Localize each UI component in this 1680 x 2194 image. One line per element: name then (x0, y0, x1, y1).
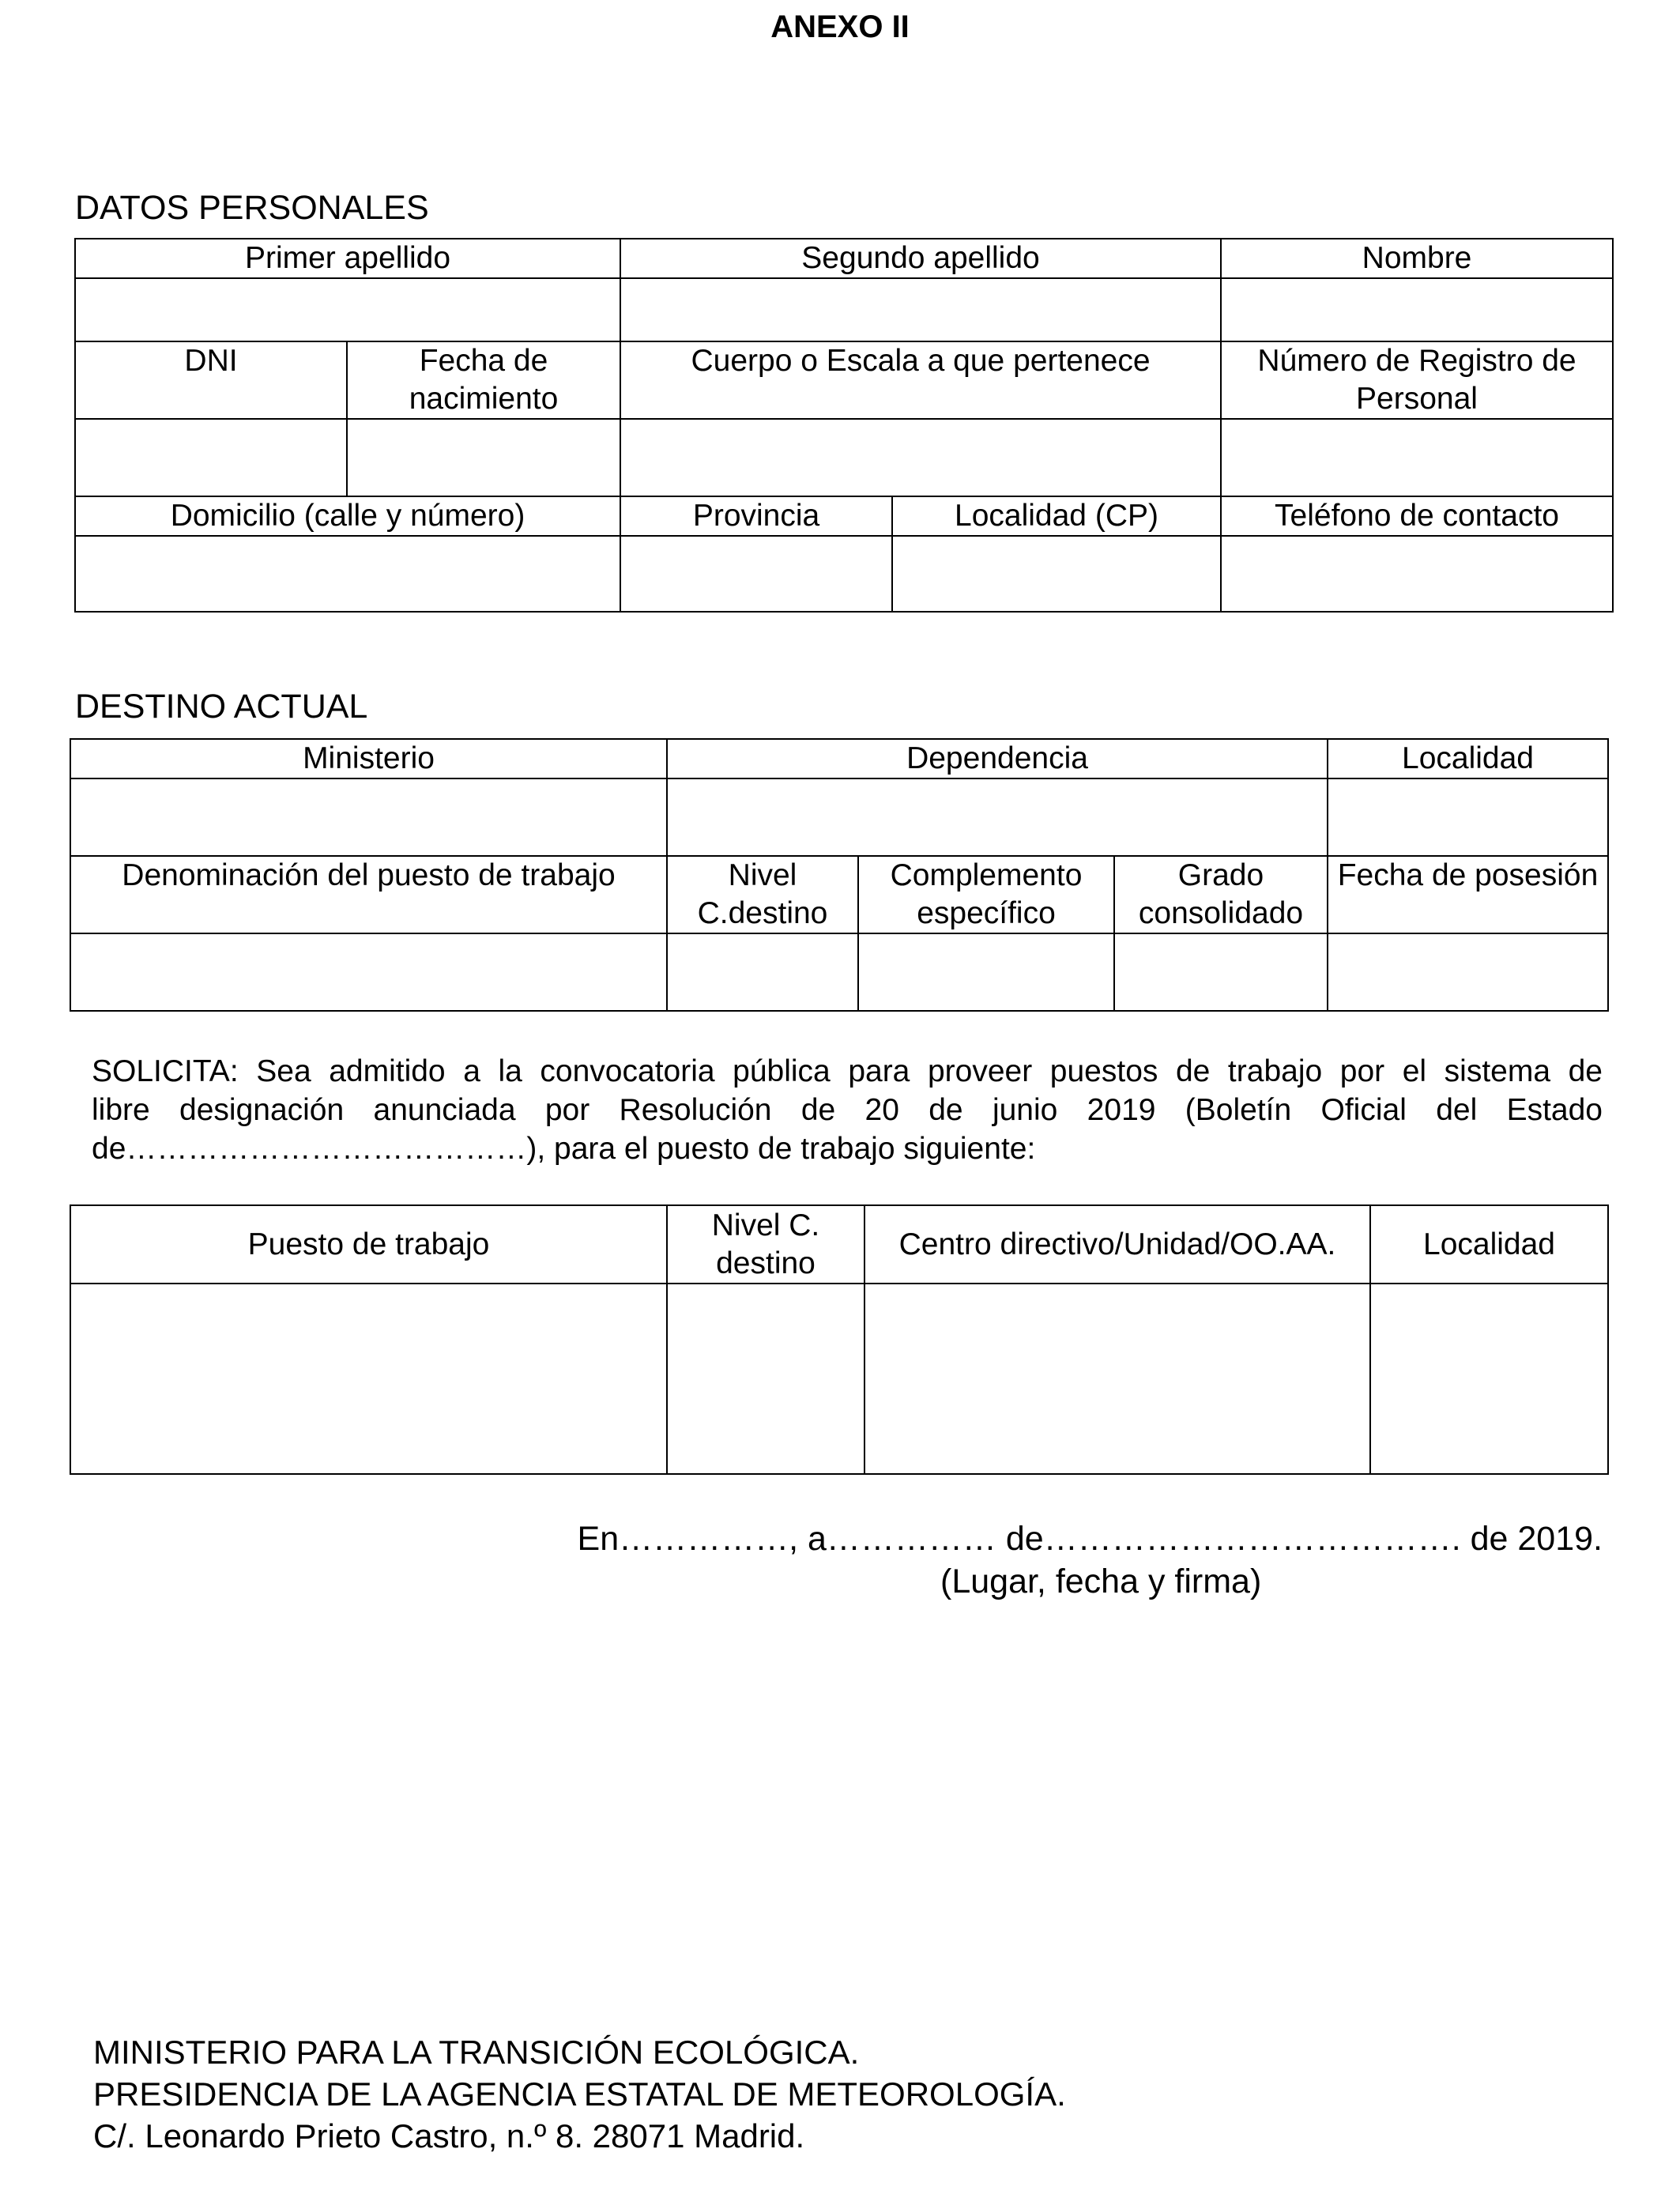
input-cuerpo-escala[interactable] (620, 419, 1221, 496)
input-ministerio[interactable] (70, 778, 667, 856)
solicita-line-2: libre designación anunciada por Resolución de 20 de junio 2019 (Boletín Oficial del Estado (92, 1093, 1603, 1127)
header-domicilio: Domicilio (calle y número) (75, 496, 620, 536)
header-segundo-apellido: Segundo apellido (620, 239, 1221, 278)
header-numero-registro: Número de Registro de Personal (1221, 341, 1613, 419)
header-localidad-cp: Localidad (CP) (892, 496, 1221, 536)
footer-line-2: PRESIDENCIA DE LA AGENCIA ESTATAL DE METEOROLOGÍA. (93, 2075, 1066, 2113)
solicita-line-1: SOLICITA: Sea admitido a la convocatoria pública para proveer puestos de trabajo por el sistema de (92, 1054, 1603, 1088)
header-localidad: Localidad (1328, 739, 1608, 778)
solicita-line-3: de…………………………………), para el puesto de trabajo siguiente: (92, 1132, 1036, 1166)
input-dependencia[interactable] (667, 778, 1328, 856)
header-puesto-trabajo: Puesto de trabajo (70, 1205, 667, 1284)
header-nombre: Nombre (1221, 239, 1613, 278)
input-puesto-trabajo[interactable] (70, 1284, 667, 1474)
header-centro-directivo: Centro directivo/Unidad/OO.AA. (864, 1205, 1370, 1284)
input-localidad[interactable] (1328, 778, 1608, 856)
datos-personales-table (74, 238, 1614, 613)
solicita-paragraph (92, 1052, 1603, 1168)
input-domicilio[interactable] (75, 536, 620, 612)
firma-caption: (Lugar, fecha y firma) (940, 1563, 1262, 1600)
input-localidad-cp[interactable] (892, 536, 1221, 612)
header-nivel-c-destino: Nivel C. destino (667, 1205, 864, 1284)
input-nombre[interactable] (1221, 278, 1613, 341)
input-primer-apellido[interactable] (75, 278, 620, 341)
input-denominacion-puesto[interactable] (70, 933, 667, 1011)
input-nivel-c-destino[interactable] (667, 1284, 864, 1474)
section-heading-destino-actual: DESTINO ACTUAL (75, 688, 368, 726)
input-centro-directivo[interactable] (864, 1284, 1370, 1474)
input-fecha-nacimiento[interactable] (347, 419, 620, 496)
header-complemento-especifico: Complemento específico (858, 856, 1114, 933)
input-fecha-posesion[interactable] (1328, 933, 1608, 1011)
footer-line-3: C/. Leonardo Prieto Castro, n.º 8. 28071 Madrid. (93, 2117, 805, 2154)
header-ministerio: Ministerio (70, 739, 667, 778)
header-fecha-nacimiento: Fecha de nacimiento (347, 341, 620, 419)
input-localidad-puesto[interactable] (1370, 1284, 1608, 1474)
input-grado-consolidado[interactable] (1114, 933, 1328, 1011)
header-telefono: Teléfono de contacto (1221, 496, 1613, 536)
header-dependencia: Dependencia (667, 739, 1328, 778)
header-grado-consolidado: Grado consolidado (1114, 856, 1328, 933)
header-denominacion-puesto: Denominación del puesto de trabajo (70, 856, 667, 933)
input-numero-registro[interactable] (1221, 419, 1613, 496)
header-fecha-posesion: Fecha de posesión (1328, 856, 1608, 933)
header-localidad-puesto: Localidad (1370, 1205, 1608, 1284)
firma-line: En……………, a…………… de………………………………. de 2019. (577, 1520, 1603, 1558)
input-complemento-especifico[interactable] (858, 933, 1114, 1011)
input-segundo-apellido[interactable] (620, 278, 1221, 341)
header-dni: DNI (75, 341, 347, 419)
footer-line-1: MINISTERIO PARA LA TRANSICIÓN ECOLÓGICA. (93, 2034, 860, 2071)
footer-address (93, 2031, 1066, 2157)
input-telefono[interactable] (1221, 536, 1613, 612)
header-provincia: Provincia (620, 496, 892, 536)
header-cuerpo-escala: Cuerpo o Escala a que pertenece (620, 341, 1221, 419)
header-primer-apellido: Primer apellido (75, 239, 620, 278)
document-title: ANEXO II (770, 9, 910, 44)
input-provincia[interactable] (620, 536, 892, 612)
input-nivel-cdestino[interactable] (667, 933, 858, 1011)
puesto-solicitado-table (70, 1204, 1609, 1475)
input-dni[interactable] (75, 419, 347, 496)
section-heading-datos-personales: DATOS PERSONALES (75, 189, 429, 227)
destino-actual-table (70, 738, 1609, 1012)
header-nivel-cdestino: Nivel C.destino (667, 856, 858, 933)
